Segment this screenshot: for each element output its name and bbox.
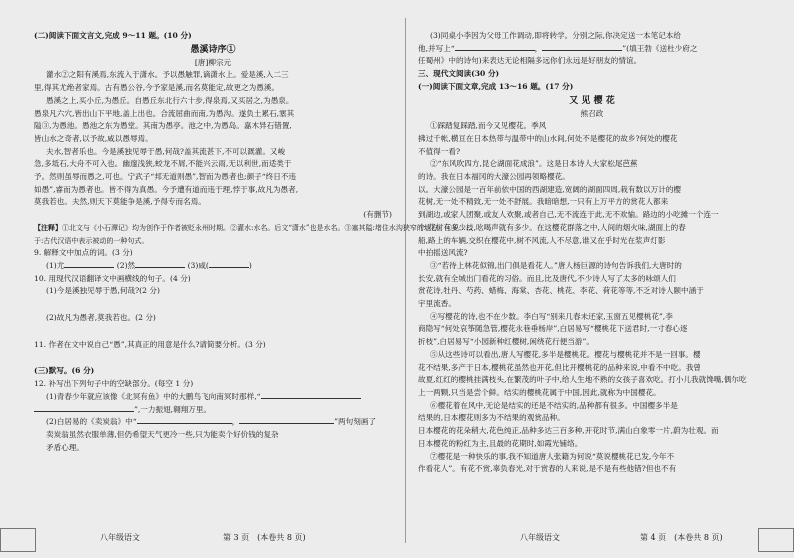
answer-blank[interactable] xyxy=(239,423,334,424)
passage-line: 如愚”,睿而为愚者也。皆不得为真愚。今予遭有道而违于理,悖于事,故凡为愚者, xyxy=(34,184,299,194)
essay-line: 到湖边,或家人团聚,或友人欢聚,或者自己,无不流连于此,无不欢愉。路边的小吃摊一个连一 xyxy=(418,210,719,220)
binding-mark-left xyxy=(0,528,36,552)
q12-2-text: (2)白居易的《卖炭翁》中“ xyxy=(46,417,137,427)
passage-line: 愚溪之上,买小丘,为愚丘。自愚丘东北行六十步,得泉焉,又买居之,为愚泉。 xyxy=(46,95,294,105)
footer-grade-right: 八年级语文 xyxy=(520,533,560,542)
passage-line: 灌水②之阳有溪焉,东流入于潇水。予以愚触罪,谪潇水上。爱是溪,入二三 xyxy=(46,70,289,80)
q12-1-cont xyxy=(34,404,392,417)
binding-mark-right xyxy=(758,528,794,552)
answer-blank[interactable] xyxy=(455,50,535,51)
passage-line: 夫水,智者乐也。今是溪独见辱于愚,何哉?盖其流甚下,不可以溉灌。又峻 xyxy=(46,146,286,156)
essay-line: ②“东风吹四方,昆仑湖面花成浪”。这是日本诗人大家松尾芭蕉 xyxy=(430,159,638,169)
essay-line: 拂过千帐,横亘在日本热带与温带中的山水间,何处不是樱花的故乡?何处的樱花 xyxy=(418,133,678,143)
essay-line: 故夏,红红的樱桃挂满枝头,在繁茂的叶子中,给人生地不熟的女孩子喜欢吃。打小儿我就馋嘴,偶尔吃 xyxy=(418,375,747,385)
essay-line: 折枝”,白居易写“小园新种红樱树,闲绕花行便当游”。 xyxy=(418,337,594,347)
section-heading: (二)阅读下面文言文,完成 9～11 题。(10 分) xyxy=(34,31,192,40)
answer-blank[interactable] xyxy=(137,423,232,424)
essay-line: ④写樱花的诗,也不在少数。李白写“别来几春未还家,玉窗五见樱桃花”,李 xyxy=(430,311,673,321)
question-11: 11. 作者在文中说自己“愚”,其真正的用意是什么?请简要分析。(3 分) xyxy=(34,339,266,349)
essay-line: ⑦樱花是一种快乐的事,我不知道唐人张籍为何说“莫说樱桃花已发,今年不 xyxy=(430,451,675,461)
q12-3-text: ”(填王勃《送杜少府之 xyxy=(622,43,698,53)
page-divider xyxy=(405,18,406,543)
answer-space[interactable] xyxy=(34,325,392,339)
q12-2-text: ”两句刻画了 xyxy=(334,417,377,427)
answer-blank[interactable] xyxy=(64,267,114,268)
passage-author: [唐]柳宗元 xyxy=(194,57,232,67)
q12-2-cont: 矛盾心理。 xyxy=(46,442,84,452)
footnote-line xyxy=(34,222,473,235)
q12-2-cont: 卖炭翁虽然衣服单薄,但仍希望天气更冷一些,只为能卖个好价钱的复杂 xyxy=(46,429,279,439)
section-dictation: (三)默写。(6 分) xyxy=(34,366,95,376)
essay-line: 船,路上的车辆,交织在樱花中,树不风流,人不尽意,谁又在乎时光在浆声灯影 xyxy=(418,235,666,245)
passage-line: 莫我若也。夫然,则天下莫能争是溪,予得专而名焉。 xyxy=(34,197,206,207)
essay-line: 宇里流香。 xyxy=(418,299,456,309)
question-10: 10. 用现代汉语翻译文中画横线的句子。(4 分) xyxy=(34,273,191,283)
essay-line: 日本樱花的花朵稍大,花色纯正,品种多达三百多种,开花时节,满山白象零一片,蔚为壮观。而 xyxy=(418,426,719,436)
q9-item: (1)尤 xyxy=(46,260,65,270)
answer-space[interactable] xyxy=(34,351,392,365)
essay-author: 熊召政 xyxy=(580,108,604,118)
page-4 xyxy=(418,30,766,525)
essay-line: 个,花树有多少枝,吆喝声就有多少。在这樱花群落之中,人间的烟火味,湖面上的春 xyxy=(418,222,686,232)
answer-blank[interactable] xyxy=(135,267,185,268)
q9-item: (2)然 xyxy=(116,260,136,270)
q12-1-text: ”,一力振翅,翱翔万里。 xyxy=(134,404,212,414)
subsection-heading: (一)阅读下面文章,完成 13～16 题。(17 分) xyxy=(418,81,574,91)
footer-page-left: 第 3 页 (本卷共 8 页) xyxy=(223,533,306,542)
omitted-note: (有删节) xyxy=(363,210,392,220)
essay-line: ①踩踏复踩踏,而今又见樱花。季风 xyxy=(430,121,547,131)
essay-line: 结果的,日本樱花则多为不结果的观赏品种。 xyxy=(418,413,565,423)
q12-1-text: (1)青春少年就应该像《北冥有鱼》中的大鹏鸟飞向南冥时那样,“ xyxy=(46,391,261,401)
essay-title: 又 见 樱 花 xyxy=(569,95,615,106)
question-9: 9. 解释文中加点的词。(3 分) xyxy=(34,248,133,258)
question-12: 12. 补写出下列句子中的空缺部分。(每空 1 分) xyxy=(34,379,194,389)
essay-line: ③“若待上林花似锦,出门俱是看花人。”唐人杨巨源的诗句告诉我们,大唐时的 xyxy=(430,260,682,270)
passage-line: 予。然则虽辱而愚之,可也。宁武子“邦无道则愚”,智而为愚者也;颜子“终日不违 xyxy=(34,172,297,182)
passage-line: 皆山水之奇者,以予故,咸以愚辱焉。 xyxy=(34,133,153,143)
essay-line: 上一两颗,只当是尝个鲜。结实的樱桃花属于中国,因此,就称为中国樱花。 xyxy=(418,387,661,397)
section-modern-reading: 三、现代文阅读(30 分) xyxy=(418,69,500,79)
q12-3-cont: 任蜀州》中的诗句)来表达无论相隔多远你们永远是好朋友的情谊。 xyxy=(418,56,642,66)
essay-line: 花树,无一处不精致,无一处不舒展。我暗暗想,一只有上万平方的赏花人都来 xyxy=(418,197,669,207)
essay-line: 以。大濠公园是一百年前依中国的西湖建造,宽阔的湖面四周,栽有数以万计的樱 xyxy=(418,184,682,194)
footer-page-right: 第 4 页 (本卷共 8 页) xyxy=(640,533,723,542)
passage-line: 里,得其尤绝者家焉。古有愚公谷,今予家是溪,而名莫能定,故更之为愚溪。 xyxy=(34,83,280,93)
question-10-b: (2)故凡为愚者,莫我若也。(2 分) xyxy=(46,313,156,323)
passage-line: 隘③,为愚池。愚池之东为愚堂。其南为愚亭。池之中,为愚岛。嘉木异石错置, xyxy=(34,121,292,131)
passage-line: 急,多坻石,大舟不可入也。幽邃浅狭,蛟龙不屑,不能兴云雨,无以利世,而适类于 xyxy=(34,159,292,169)
essay-line: 花不结果,多产于日本,樱桃花虽然也开花,但比开樱桃花的品种来说,中看不中吃。我曾 xyxy=(418,362,702,372)
passage-line: 愚泉凡六穴,皆出山下平地,盖上出也。合流屈曲而南,为愚沟。遂负土累石,塞其 xyxy=(34,108,295,118)
answer-blank[interactable] xyxy=(261,398,361,399)
q12-3: (3)同桌小李因为父母工作调动,即将转学。分别之际,你决定送一本笔记本给 xyxy=(430,31,681,40)
q12-3-text: 他,并写上“ xyxy=(418,43,455,53)
q12-1 xyxy=(34,391,392,404)
passage-title: 愚溪诗序① xyxy=(190,44,236,55)
q9-item: (3)咸( xyxy=(187,260,209,270)
essay-line: 作看花人”。有花不赏,辜负春光,对于赏春的人来说,是不是有些他错?但也不有 xyxy=(418,464,677,474)
answer-blank[interactable] xyxy=(34,411,134,412)
essay-line: 长安,就有全城出门看花的习俗。而且,比及唐代,不少诗人写了太多的咏颂人们 xyxy=(418,273,676,283)
footnote-label: 【注释】 xyxy=(34,222,62,232)
essay-line: 商隐写“何处哀筝随急管,樱花永巷垂杨岸”,白居易写“樱桃花下送君时,一寸春心逐 xyxy=(418,324,688,334)
question-9-items: (1)尤 (2)然 (3)咸( ) xyxy=(46,260,252,270)
answer-blank[interactable] xyxy=(209,267,249,268)
essay-line: 不值得一看? xyxy=(418,146,461,156)
essay-line: ⑥樱花着在风中,无论是结实的还是不结实的,品种都有很多。中国樱多半是 xyxy=(430,400,678,410)
question-10-a: (1)今是溪独见辱于愚,何哉?(2 分) xyxy=(46,286,160,296)
essay-line: 的诗。我在日本福冈的大濠公园再领略樱花。 xyxy=(418,172,570,182)
footnote-text: ①北文与《小石潭记》均为创作于作者被贬永州时期。②灌水:水名。后文“潇水”也是水名。③塞其隘:堵住水沟狭窄的地方。④见…… xyxy=(62,223,473,232)
q12-3-cont: 他,并写上“ ， ”(填王勃《送杜少府之 xyxy=(418,43,698,53)
answer-blank[interactable] xyxy=(542,50,622,51)
essay-line: 中拍摇送风流? xyxy=(418,248,468,258)
footer-grade-left: 八年级语文 xyxy=(100,533,140,542)
essay-line: 赏花诗,牡丹、芍药、蜡梅、海棠、杏花、桃花、李花、荷花等等,不乏对诗人颐中涵于 xyxy=(418,286,704,296)
essay-line: ⑤从这些诗可以看出,唐人写樱花,多半是樱桃花。樱花与樱桃花并不是一回事。樱 xyxy=(430,349,701,359)
footnote-line: 于:古代汉语中表示被动的一种句式。 xyxy=(34,236,149,245)
answer-space[interactable] xyxy=(34,298,392,312)
q12-2: (2)白居易的《卖炭翁》中“ ， ”两句刻画了 xyxy=(46,417,377,427)
essay-line: 日本樱花的粉红为主,且最的花期时,如霞光铺络。 xyxy=(418,438,583,448)
